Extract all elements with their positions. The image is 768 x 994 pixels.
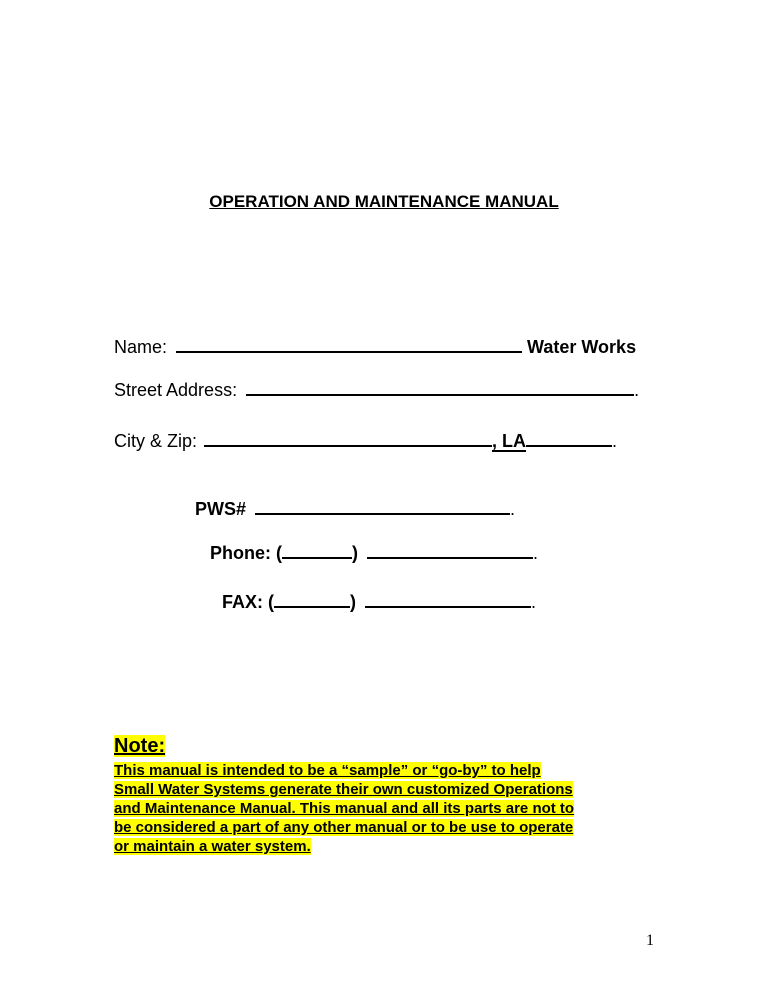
note-body xyxy=(114,761,654,856)
note-line: This manual is intended to be a “sample” or “go-by” to help xyxy=(114,762,541,779)
street-label: Street Address: xyxy=(114,380,238,400)
pws-row xyxy=(195,495,515,520)
phone-area-blank[interactable] xyxy=(282,539,352,559)
phone-number-blank[interactable] xyxy=(367,539,533,559)
city-end: . xyxy=(612,431,618,451)
note-heading: Note: xyxy=(114,735,166,757)
page-number: 1 xyxy=(646,932,654,949)
city-label: City & Zip: xyxy=(114,431,198,451)
name-row xyxy=(114,333,636,358)
street-end: . xyxy=(634,380,640,400)
name-suffix: Water Works xyxy=(527,337,637,357)
zip-blank[interactable] xyxy=(526,427,612,447)
city-state: , LA xyxy=(492,431,527,451)
pws-label: PWS# xyxy=(195,499,247,519)
city-row xyxy=(114,427,617,452)
fax-area-blank[interactable] xyxy=(274,588,350,608)
phone-row xyxy=(210,539,538,564)
note-line: or maintain a water system. xyxy=(114,838,311,855)
fax-label: FAX: ( xyxy=(222,592,274,612)
phone-label: Phone: ( xyxy=(210,543,282,563)
pws-blank[interactable] xyxy=(255,495,510,515)
note-block xyxy=(114,735,654,856)
street-row xyxy=(114,376,639,401)
pws-end: . xyxy=(510,499,516,519)
street-blank[interactable] xyxy=(246,376,634,396)
fax-end: . xyxy=(531,592,537,612)
page-title: OPERATION AND MAINTENANCE MANUAL xyxy=(209,192,559,211)
note-line: and Maintenance Manual. This manual and all its parts are not to xyxy=(114,800,575,817)
fax-number-blank[interactable] xyxy=(365,588,531,608)
fax-paren: ) xyxy=(350,592,356,612)
note-line: Small Water Systems generate their own customized Operations xyxy=(114,781,573,798)
phone-end: . xyxy=(533,543,539,563)
city-blank[interactable] xyxy=(204,427,492,447)
name-label: Name: xyxy=(114,337,168,357)
name-blank[interactable] xyxy=(176,333,522,353)
phone-paren: ) xyxy=(352,543,358,563)
fax-row xyxy=(222,588,536,613)
note-line: be considered a part of any other manual or to be use to operate xyxy=(114,819,574,836)
